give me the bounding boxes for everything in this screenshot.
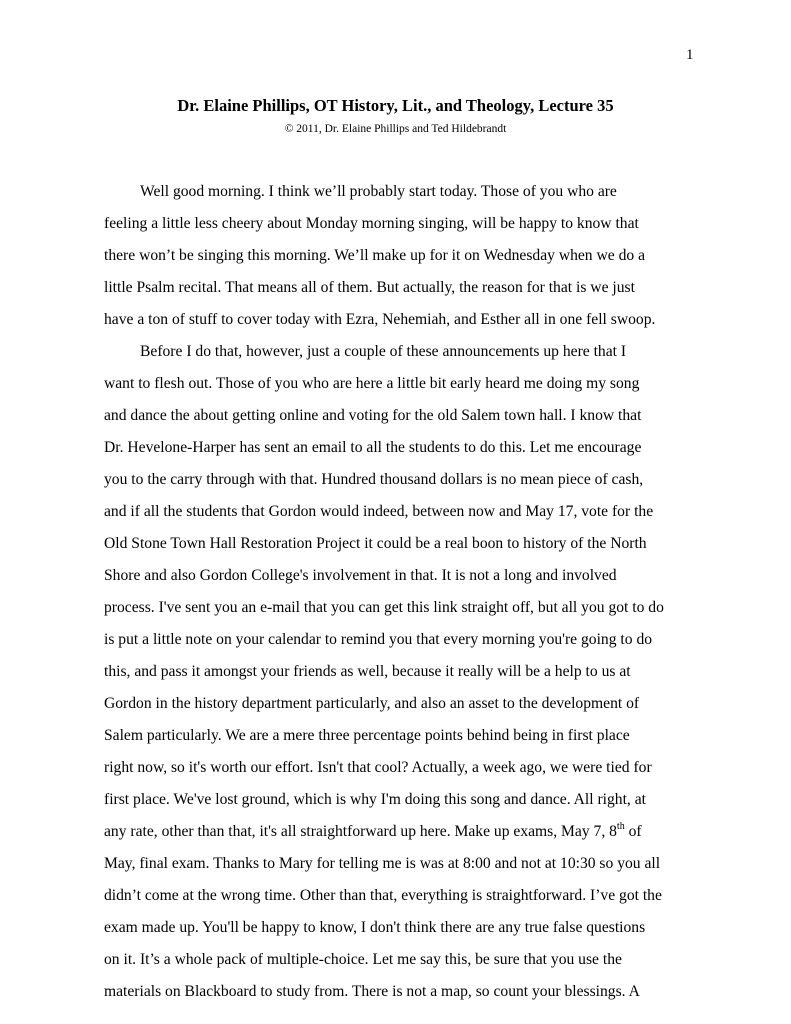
ordinal-superscript: th bbox=[616, 821, 625, 832]
text-line: is put a little note on your calendar to remind you that every morning you're going to do bbox=[104, 631, 653, 648]
text-line: didn’t come at the wrong time. Other than that, everything is straightforward. I’ve got the bbox=[104, 887, 662, 904]
text-line: exam made up. You'll be happy to know, I don't think there are any true false questions bbox=[104, 919, 646, 936]
text-line: first place. We've lost ground, which is why I'm doing this song and dance. All right, at bbox=[104, 791, 646, 808]
text-line: Shore and also Gordon College's involvement in that. It is not a long and involved bbox=[104, 567, 617, 584]
text-line: you to the carry through with that. Hundred thousand dollars is no mean piece of cash, bbox=[104, 471, 644, 488]
text-line: materials on Blackboard to study from. There is not a map, so count your blessings. A bbox=[104, 983, 640, 1000]
text-line: want to flesh out. Those of you who are here a little bit early heard me doing my song bbox=[104, 375, 640, 392]
text-line: Before I do that, however, just a couple of these announcements up here that I bbox=[140, 343, 627, 360]
text-line: May, final exam. Thanks to Mary for telling me is was at 8:00 and not at 10:30 so you all bbox=[104, 855, 661, 872]
copyright-line: © 2011, Dr. Elaine Phillips and Ted Hildebrandt bbox=[284, 123, 507, 135]
text-line: Dr. Hevelone-Harper has sent an email to all the students to do this. Let me encourage bbox=[104, 439, 642, 456]
text-line: process. I've sent you an e-mail that you can get this link straight off, but all you got to do bbox=[104, 599, 664, 616]
text-segment: any rate, other than that, it's all straightforward up here. Make up exams, May 7, 8 bbox=[104, 823, 617, 840]
page-number: 1 bbox=[686, 47, 694, 63]
text-line: right now, so it's worth our effort. Isn't that cool? Actually, a week ago, we were tied for bbox=[104, 759, 652, 776]
transcript-body bbox=[104, 176, 704, 1008]
text-line-exam-dates bbox=[104, 816, 704, 848]
text-line: this, and pass it amongst your friends as well, because it really will be a help to us at bbox=[104, 663, 631, 680]
text-line: and if all the students that Gordon would indeed, between now and May 17, vote for the bbox=[104, 503, 654, 520]
text-line: on it. It’s a whole pack of multiple-choice. Let me say this, be sure that you use the bbox=[104, 951, 622, 968]
lecture-title: Dr. Elaine Phillips, OT History, Lit., and Theology, Lecture 35 bbox=[177, 96, 614, 115]
paragraph-2 bbox=[104, 336, 704, 1008]
text-line: feeling a little less cheery about Monday morning singing, will be happy to know that bbox=[104, 215, 639, 232]
text-line: Gordon in the history department particularly, and also an asset to the development of bbox=[104, 695, 640, 712]
text-line: Old Stone Town Hall Restoration Project it could be a real boon to history of the North bbox=[104, 535, 647, 552]
text-line: have a ton of stuff to cover today with Ezra, Nehemiah, and Esther all in one fell swoop. bbox=[104, 311, 656, 328]
paragraph-1 bbox=[104, 176, 704, 336]
text-line: Well good morning. I think we’ll probably start today. Those of you who are bbox=[140, 183, 617, 200]
text-line: and dance the about getting online and voting for the old Salem town hall. I know that bbox=[104, 407, 642, 424]
text-line: little Psalm recital. That means all of them. But actually, the reason for that is we just bbox=[104, 279, 635, 296]
text-segment: of bbox=[624, 823, 642, 840]
text-line: Salem particularly. We are a mere three percentage points behind being in first place bbox=[104, 727, 630, 744]
text-line: there won’t be singing this morning. We’ll make up for it on Wednesday when we do a bbox=[104, 247, 645, 264]
